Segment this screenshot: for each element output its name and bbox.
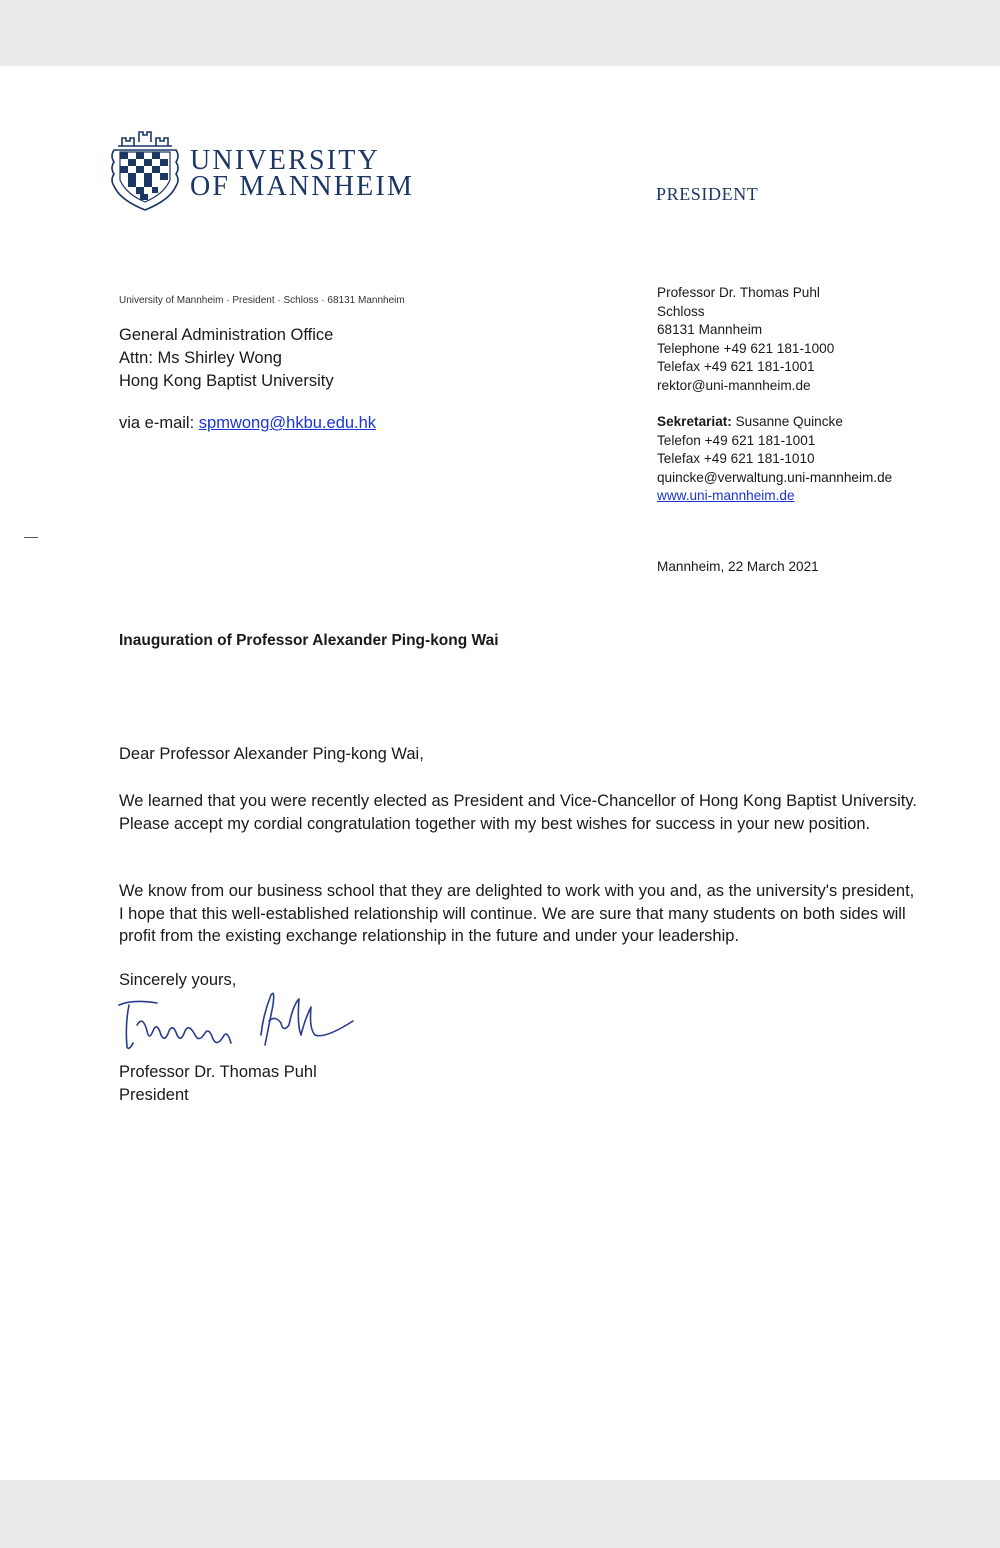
sender-city: 68131 Mannheim <box>657 322 763 337</box>
recipient-line-2: Attn: Ms Shirley Wong <box>119 349 282 367</box>
wordmark-line-1: UNIVERSITY <box>190 145 380 176</box>
body-paragraph-1: We learned that you were recently elected as President and Vice-Chancellor of Hong Kong Baptist University. Please accept my cordial congratulation together with my best wishes for success in your new position. <box>119 792 917 833</box>
sender-email: rektor@uni-mannheim.de <box>657 377 811 393</box>
handwritten-signature <box>113 985 363 1055</box>
university-wordmark <box>190 145 415 202</box>
sender-telefax: Telefax +49 621 181-1001 <box>657 359 815 374</box>
secretariat-email: quincke@verwaltung.uni-mannheim.de <box>657 469 893 485</box>
secretariat-block <box>657 413 892 506</box>
signer-name: Professor Dr. Thomas Puhl <box>119 1063 317 1081</box>
recipient-address <box>119 324 334 393</box>
secretariat-telefax: Telefax +49 621 181-1010 <box>657 451 815 466</box>
sender-address <box>657 284 834 395</box>
recipient-line-3: Hong Kong Baptist University <box>119 372 334 390</box>
return-address: University of Mannheim · President · Schloss · 68131 Mannheim <box>119 295 405 306</box>
secretariat-telefon: Telefon +49 621 181-1001 <box>657 432 816 448</box>
body-paragraph-2: We know from our business school that they are delighted to work with you and, as the university's president, I hope that this well-established relationship will continue. We are sure that many students on both sides will profit from the existing exchange relationship in the future and under your leadership. <box>119 882 915 946</box>
signer-title: President <box>119 1085 189 1104</box>
letter-subject: Inauguration of Professor Alexander Ping-kong Wai <box>119 632 499 649</box>
letter-page <box>0 66 1000 1480</box>
salutation: Dear Professor Alexander Ping-kong Wai, <box>119 745 424 763</box>
sender-name: Professor Dr. Thomas Puhl <box>657 285 820 300</box>
closing: Sincerely yours, <box>119 971 237 989</box>
secretariat-label: Sekretariat: <box>657 414 732 429</box>
secretariat-line <box>657 413 892 432</box>
email-prefix: via e-mail: <box>119 414 199 432</box>
office-heading: PRESIDENT <box>656 184 759 204</box>
recipient-line-1: General Administration Office <box>119 326 334 344</box>
recipient-email-line <box>119 414 376 433</box>
wordmark-line-2: OF MANNHEIM <box>190 171 415 202</box>
recipient-email-link[interactable]: spmwong@hkbu.edu.hk <box>198 414 377 432</box>
letter-date: Mannheim, 22 March 2021 <box>657 559 819 574</box>
website-link[interactable]: www.uni-mannheim.de <box>657 488 795 503</box>
sender-street: Schloss <box>657 303 705 319</box>
signer-block <box>119 1061 317 1106</box>
secretariat-name: Susanne Quincke <box>731 414 843 429</box>
fold-mark <box>24 537 38 538</box>
university-crest-logo <box>108 126 186 212</box>
sender-telephone: Telephone +49 621 181-1000 <box>657 340 835 356</box>
